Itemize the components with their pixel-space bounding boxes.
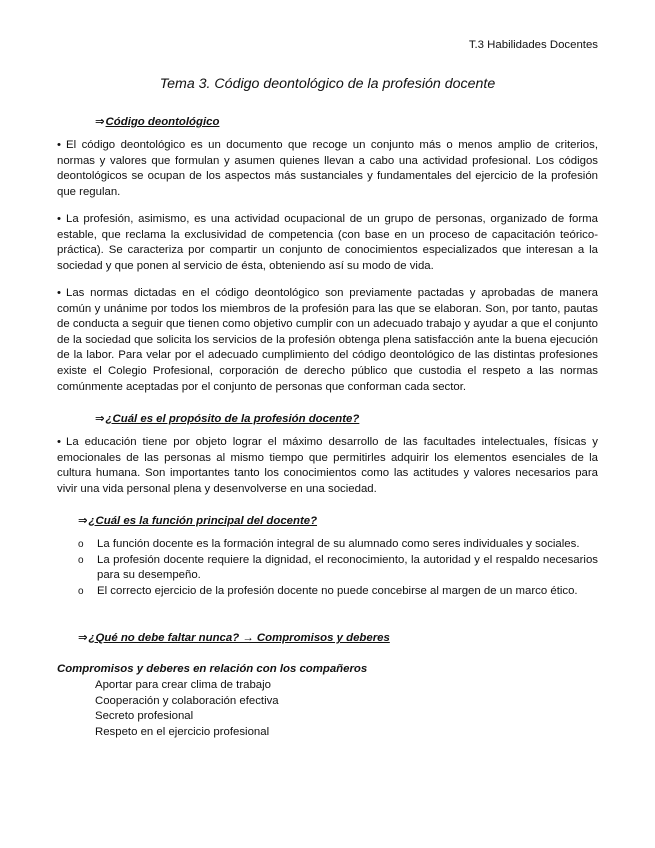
circle-bullet-icon: o [78, 539, 84, 550]
circle-bullet-icon: o [78, 554, 84, 566]
list-item-text: La profesión docente requiere la dignidad, el reconocimiento, la autoridad y el respaldo necesarios para su desempeño. [97, 553, 598, 582]
bullet-icon: • [57, 436, 61, 448]
arrow-icon: ⇒ [78, 515, 88, 527]
section-heading-text: ¿Cuál es la función principal del docente? [88, 515, 318, 527]
circle-bullet-icon: o [78, 585, 84, 597]
list-item: Aportar para crear clima de trabajo [95, 679, 272, 691]
list-item [78, 537, 598, 553]
section-heading-codigo [95, 115, 219, 131]
document-title: Tema 3. Código deontológico de la profesión docente [159, 76, 496, 92]
arrow-icon: ⇒ [95, 413, 105, 425]
bullet-icon: • [57, 213, 61, 225]
paragraph-text: El código deontológico es un documento que recoge un conjunto más o menos amplio de criterios, normas y valores que formulan y asumen quienes llevan a cabo una actividad profesional. Los códigos deontológicos se ocupan de los aspectos más sustanciales y fundamentales del ejercicio de la profesión que regulan. [57, 139, 598, 198]
bullet-icon: • [57, 139, 61, 151]
list-item: Secreto profesional [95, 710, 194, 723]
commitments-list [95, 678, 279, 740]
list-item: Cooperación y colaboración efectiva [95, 694, 279, 707]
list-item [78, 584, 598, 600]
paragraph-text: Las normas dictadas en el código deontológico son previamente pactadas y aprobadas de manera común y unánime por todos los miembros de la profesión para las que se elaboran. Son, por tanto, pautas de conducta a seguir que tienen como objetivo cumplir con un adecuado trabajo y ayudar a que el conjunto de la sociedad que solicita los servicios de la profesión obtenga plena satisfacción ante la buena ejecución de la labor. Para velar por el adecuado cumplimiento del código deontológico de las distintas profesiones existe el Colegio Profesional, corporación de derecho público que custodia el respeto a las normas comúnmente aceptadas por el conjunto de personas que conforman cada sector. [57, 287, 598, 393]
paragraph-codigo-definicion [57, 138, 598, 200]
arrow-icon: ⇒ [95, 116, 105, 128]
section-heading-proposito [95, 412, 359, 428]
section-heading-compromisos [78, 631, 390, 647]
list-item: Respeto en el ejercicio profesional [95, 725, 270, 738]
section-heading-text: Código deontológico [105, 116, 220, 128]
list-item-text: El correcto ejercicio de la profesión docente no puede concebirse al margen de un marco ético. [97, 584, 578, 597]
paragraph-profesion [57, 212, 598, 274]
function-list [78, 537, 598, 599]
commitments-subtitle: Compromisos y deberes en relación con los compañeros [57, 663, 368, 675]
section-heading-text: ¿Qué no debe faltar nunca? → Compromisos y deberes [88, 632, 390, 644]
arrow-icon: ⇒ [78, 632, 88, 644]
list-item-text: La función docente es la formación integral de su alumnado como seres individuales y sociales. [97, 538, 580, 550]
list-item [78, 553, 598, 584]
paragraph-text: La educación tiene por objeto lograr el máximo desarrollo de las facultades intelectuales, físicas y emocionales de las personas al mismo tiempo que permitirles adquirir los elementos esenciales de la cultura humana. Son importantes tanto los conocimientos como las actitudes y valores necesarios para vivir una vida personal plena y desenvolverse en una sociedad. [57, 436, 598, 495]
bullet-icon: • [57, 287, 61, 299]
section-heading-funcion [78, 514, 317, 530]
running-header: T.3 Habilidades Docentes [468, 39, 598, 51]
paragraph-educacion [57, 435, 598, 497]
section-heading-text: ¿Cuál es el propósito de la profesión docente? [105, 413, 360, 425]
paragraph-normas [57, 286, 598, 395]
paragraph-text: La profesión, asimismo, es una actividad ocupacional de un grupo de personas, organizado de forma estable, que reclama la exclusividad de competencia (con base en un proceso de capacitación teórico-práctica). Se caracteriza por compartir un conjunto de conocimientos especializados que interesan a la sociedad y que ponen al servicio de ésta, obteniendo así su modo de vida. [57, 213, 598, 272]
